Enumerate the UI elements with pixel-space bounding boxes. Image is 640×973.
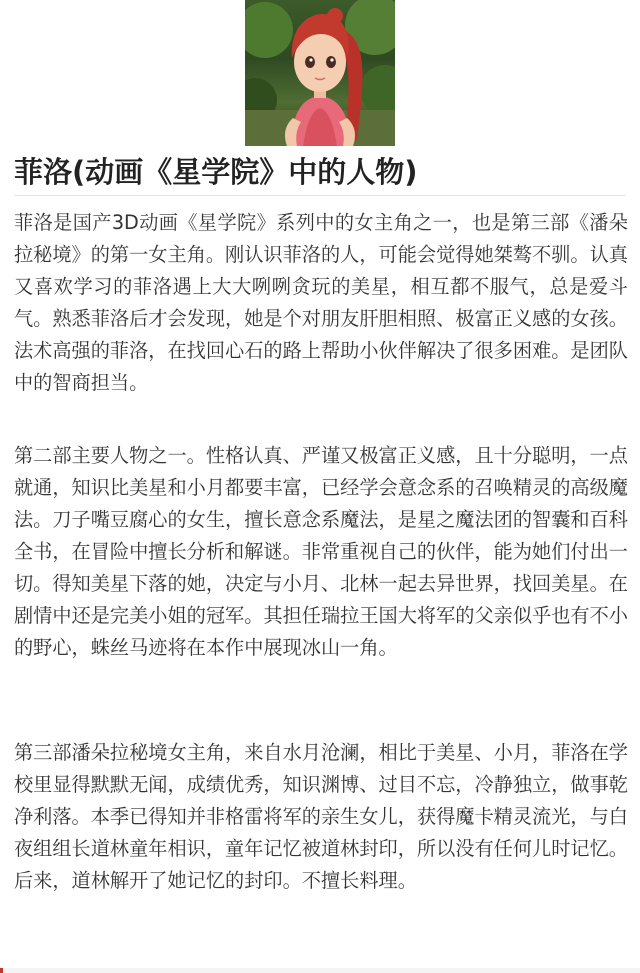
page-title: 菲洛(动画《星学院》中的人物): [14, 155, 418, 189]
character-illustration: [245, 0, 395, 146]
bottom-edge: [0, 968, 640, 973]
character-image: [245, 0, 395, 146]
title-divider: [14, 195, 626, 196]
paragraph-season-three: 第三部潘朵拉秘境女主角，来自水月沧澜，相比于美星、小月，菲洛在学校里显得默默无闻，成绩优秀，知识渊博、过目不忘，冷静独立，做事乾净利落。本季已得知并非格雷将军的亲生女儿，获得魔卡精灵流光，与白夜组组长道林童年相识，童年记忆被道林封印，所以没有任何儿时记忆。后来，道林解开了她记忆的封印。不擅长料理。: [14, 741, 628, 892]
paragraph-season-two: 第二部主要人物之一。性格认真、严谨又极富正义感，且十分聪明，一点就通，知识比美星和小月都要丰富，已经学会意念系的召唤精灵的高级魔法。刀子嘴豆腐心的女生，擅长意念系魔法，是星之魔法团的智囊和百科全书，在冒险中擅长分析和解谜。非常重视自己的伙伴，能为她们付出一切。得知美星下落的她，决定与小月、北林一起去异世界，找回美星。在剧情中还是完美小姐的冠军。其担任瑞拉王国大将军的父亲似乎也有不小的野心，蛛丝马迹将在本作中展现冰山一角。: [14, 444, 628, 659]
paragraph-intro: 菲洛是国产3D动画《星学院》系列中的女主角之一，也是第三部《潘朵拉秘境》的第一女主角。刚认识菲洛的人，可能会觉得她桀骜不驯。认真又喜欢学习的菲洛遇上大大咧咧贪玩的美星，相互都不服气，总是爱斗气。熟悉菲洛后才会发现，她是个对朋友肝胆相照、极富正义感的女孩。法术高强的菲洛，在找回心石的路上帮助小伙伴解决了很多困难。是团队中的智商担当。: [14, 211, 628, 394]
